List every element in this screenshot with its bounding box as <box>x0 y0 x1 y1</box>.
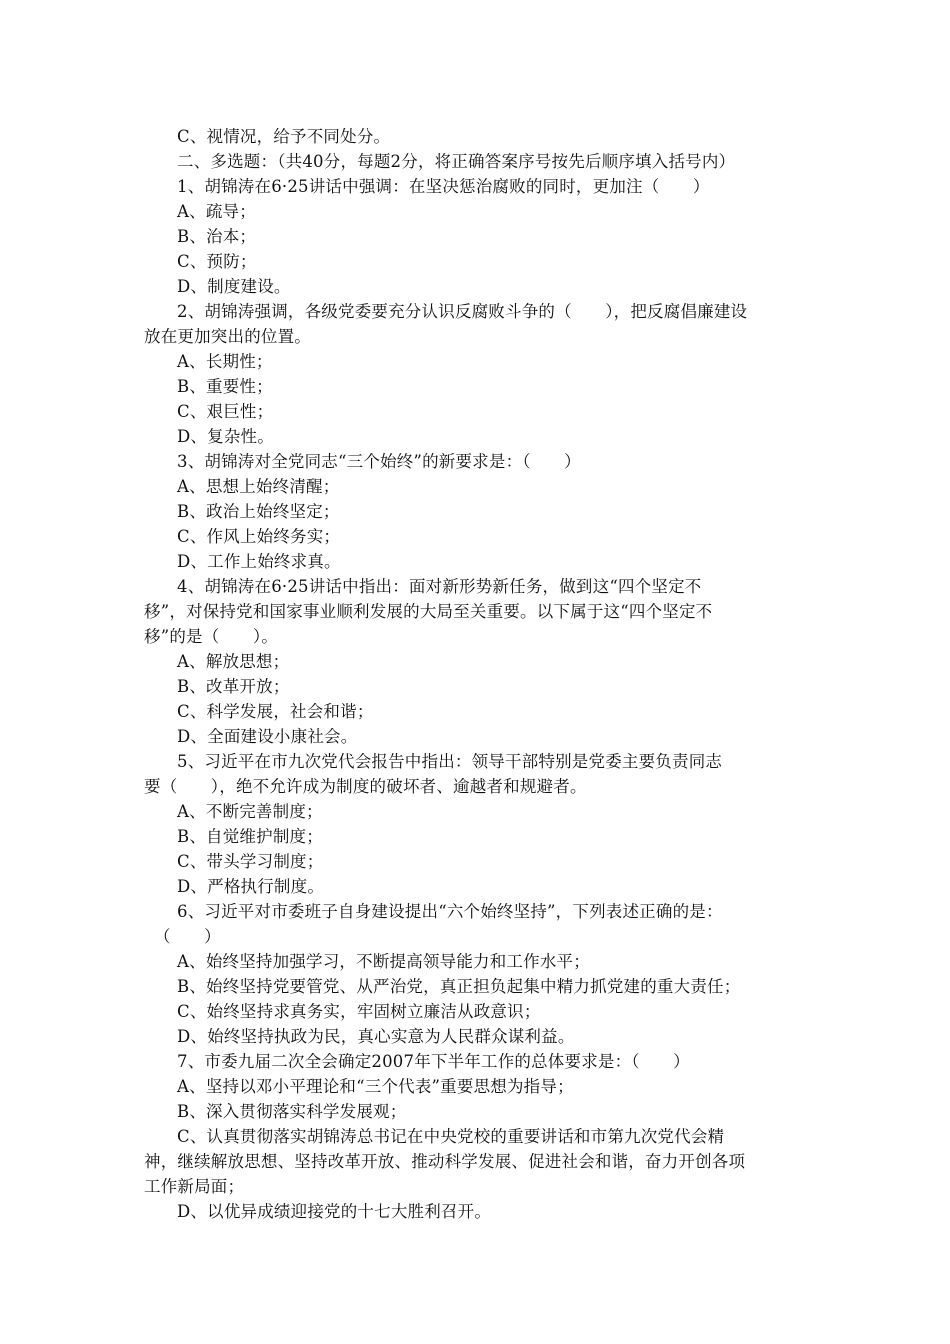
option-line: D、复杂性。 <box>177 427 274 446</box>
option-line: B、改革开放； <box>177 677 290 696</box>
option-line: A、坚持以邓小平理论和“三个代表”重要思想为指导； <box>177 1077 574 1096</box>
option-line-continued: 工作新局面； <box>144 1177 245 1196</box>
option-line: C、始终坚持求真务实，牢固树立廉洁从政意识； <box>177 1002 541 1021</box>
option-line: D、制度建设。 <box>177 277 291 296</box>
question-5-continued: 要（ ），绝不允许成为制度的破坏者、逾越者和规避者。 <box>144 777 587 796</box>
option-line-continued: 神，继续解放思想、坚持改革开放、推动科学发展、促进社会和谐，奋力开创各项 <box>144 1152 746 1171</box>
document-body <box>144 124 812 1224</box>
question-2-continued: 放在更加突出的位置。 <box>144 327 311 346</box>
option-line: C、作风上始终务实； <box>177 527 341 546</box>
option-line: B、重要性； <box>177 377 273 396</box>
option-line: A、不断完善制度； <box>177 802 323 821</box>
question-4-continued: 移”的是（ ）。 <box>144 627 278 646</box>
option-line: C、科学发展，社会和谐； <box>177 702 374 721</box>
option-line: C、艰巨性； <box>177 402 274 421</box>
option-line: C、带头学习制度； <box>177 852 324 871</box>
option-line: C、预防； <box>177 252 257 271</box>
option-line: A、解放思想； <box>177 652 290 671</box>
option-line: B、自觉维护制度； <box>177 827 323 846</box>
question-3: 3、胡锦涛对全党同志“三个始终”的新要求是：（ ） <box>177 452 581 471</box>
option-line: D、全面建设小康社会。 <box>177 727 358 746</box>
question-4: 4、胡锦涛在6·25讲话中指出：面对新形势新任务，做到这“四个坚定不 <box>177 577 702 596</box>
option-line: A、思想上始终清醒； <box>177 477 340 496</box>
option-line: B、深入贯彻落实科学发展观； <box>177 1102 407 1121</box>
option-line: C、视情况，给予不同处分。 <box>177 127 391 146</box>
option-line: C、认真贯彻落实胡锦涛总书记在中央党校的重要讲话和市第九次党代会精 <box>177 1127 725 1146</box>
section-heading: 二、多选题：（共40分，每题2分，将正确答案序号按先后顺序填入括号内） <box>177 152 736 171</box>
question-2: 2、胡锦涛强调，各级党委要充分认识反腐败斗争的（ ），把反腐倡廉建设 <box>177 302 748 321</box>
question-4-continued: 移”，对保持党和国家事业顺利发展的大局至关重要。以下属于这“四个坚定不 <box>144 602 713 621</box>
question-7: 7、市委九届二次全会确定2007年下半年工作的总体要求是：（ ） <box>177 1052 690 1071</box>
question-1: 1、胡锦涛在6·25讲话中强调：在坚决惩治腐败的同时，更加注（ ） <box>177 177 710 196</box>
option-line: B、始终坚持党要管党、从严治党，真正担负起集中精力抓党建的重大责任； <box>177 977 741 996</box>
option-line: A、疏导； <box>177 202 256 221</box>
option-line: B、政治上始终坚定； <box>177 502 340 521</box>
question-6-continued: （ ） <box>154 927 221 946</box>
option-line: D、以优异成绩迎接党的十七大胜利召开。 <box>177 1202 492 1221</box>
option-line: A、长期性； <box>177 352 273 371</box>
option-line: D、始终坚持执政为民，真心实意为人民群众谋利益。 <box>177 1027 575 1046</box>
option-line: B、治本； <box>177 227 257 246</box>
question-5: 5、习近平在市九次党代会报告中指出：领导干部特别是党委主要负责同志 <box>177 752 723 771</box>
option-line: D、工作上始终求真。 <box>177 552 341 571</box>
option-line: A、始终坚持加强学习，不断提高领导能力和工作水平； <box>177 952 590 971</box>
question-6: 6、习近平对市委班子自身建设提出“六个始终坚持”，下列表述正确的是： <box>177 902 723 921</box>
option-line: D、严格执行制度。 <box>177 877 325 896</box>
